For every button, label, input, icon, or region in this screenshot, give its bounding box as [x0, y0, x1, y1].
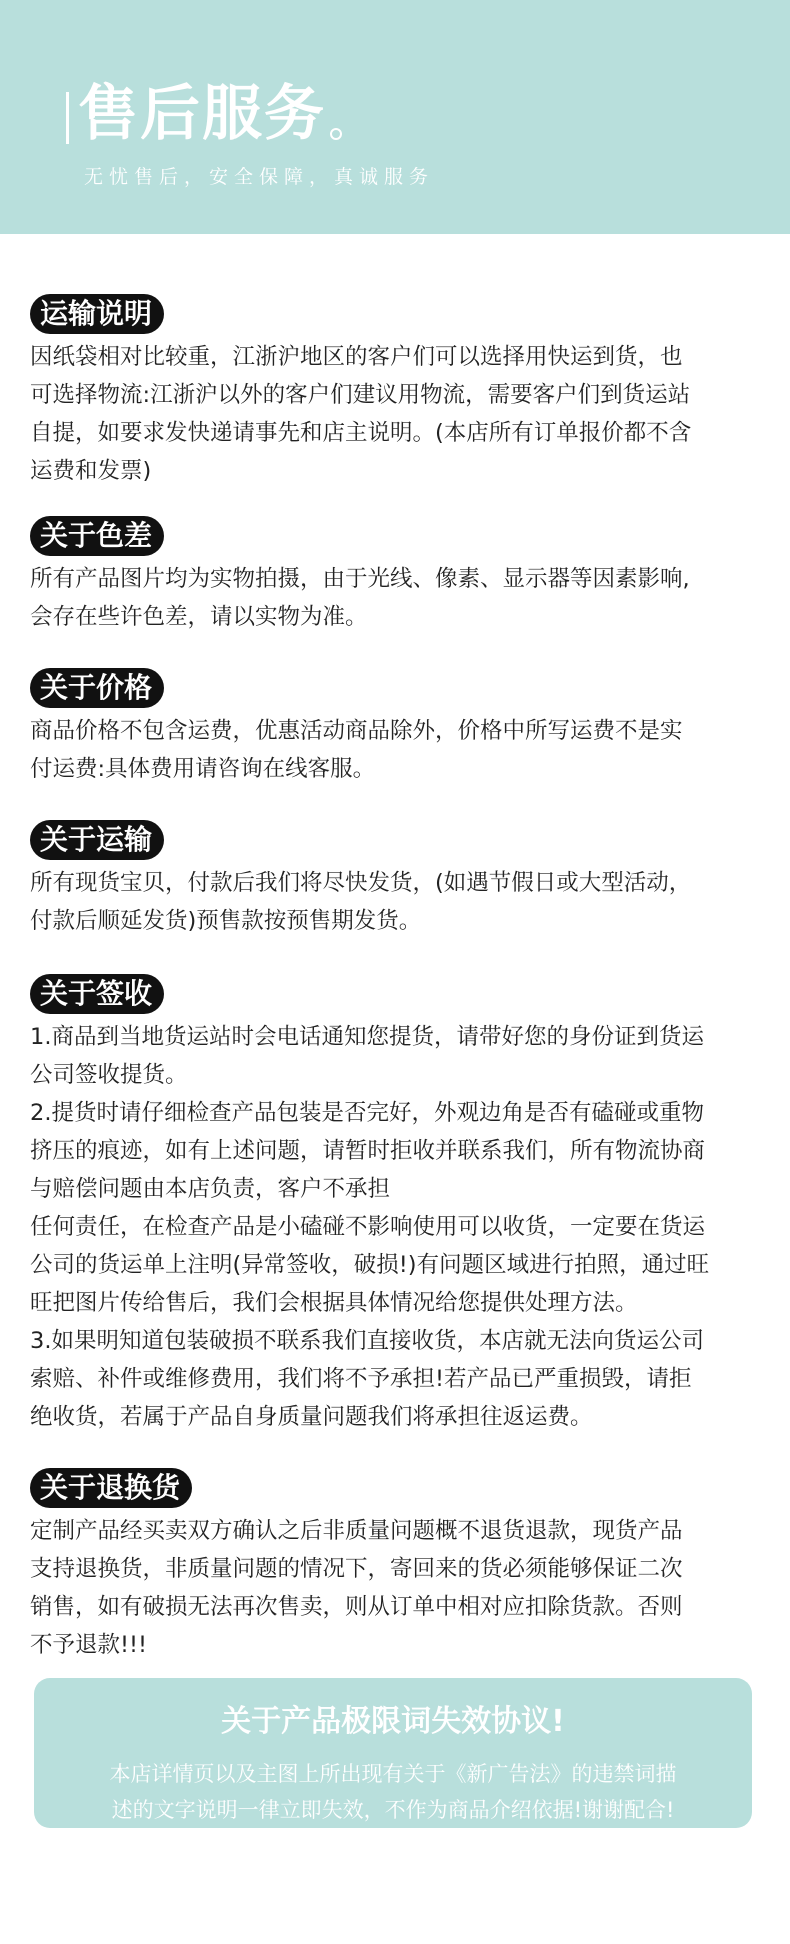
section-body [30, 864, 770, 940]
text-line: 销售，如有破损无法再次售卖，则从订单中相对应扣除货款。否则 [30, 1594, 683, 1620]
section-return-exchange [30, 1468, 770, 1664]
text-line: 公司签收提货。 [30, 1062, 188, 1088]
text-line: 绝收货，若属于产品自身质量问题我们将承担往返运费。 [30, 1404, 593, 1430]
section-heading: 关于签收 [30, 974, 164, 1014]
section-heading: 关于色差 [30, 516, 164, 556]
section-body [30, 1018, 770, 1436]
notice-title: 关于产品极限词失效协议! [221, 1704, 565, 1739]
text-line: 会存在些许色差，请以实物为准。 [30, 604, 368, 630]
text-line: 2.提货时请仔细检查产品包装是否完好，外观边角是否有磕碰或重物 [30, 1100, 704, 1126]
notice-line: 本店详情页以及主图上所出现有关于《新广告法》的违禁词描 [109, 1762, 677, 1786]
text-line: 旺把图片传给售后，我们会根据具体情况给您提供处理方法。 [30, 1290, 638, 1316]
title-accent-bar [66, 92, 69, 144]
text-line: 索赔、补件或维修费用，我们将不予承担!若产品已严重损毁，请拒 [30, 1366, 692, 1392]
text-line: 商品价格不包含运费，优惠活动商品除外，价格中所写运费不是实 [30, 718, 683, 744]
section-heading: 关于价格 [30, 668, 164, 708]
section-body [30, 560, 770, 636]
section-body [30, 712, 770, 788]
text-line: 与赔偿问题由本店负责，客户不承担 [30, 1176, 391, 1202]
page-subtitle: 无忧售后，安全保障，真诚服务 [84, 166, 435, 188]
section-price [30, 668, 770, 788]
text-line: 任何责任，在检查产品是小磕碰不影响使用可以收货，一定要在货运 [30, 1214, 706, 1240]
notice-box [34, 1678, 752, 1828]
title-dot-icon [330, 128, 342, 140]
text-line: 运费和发票) [30, 458, 152, 484]
text-line: 所有产品图片均为实物拍摄，由于光线、像素、显示器等因素影响, [30, 566, 690, 592]
text-line: 所有现货宝贝，付款后我们将尽快发货，(如遇节假日或大型活动， [30, 870, 692, 896]
section-heading: 运输说明 [30, 294, 164, 334]
header-banner [0, 0, 790, 234]
text-line: 支持退换货，非质量问题的情况下，寄回来的货必须能够保证二次 [30, 1556, 683, 1582]
text-line: 付运费:具体费用请咨询在线客服。 [30, 756, 376, 782]
section-color-difference [30, 516, 770, 636]
text-line: 1.商品到当地货运站时会电话通知您提货，请带好您的身份证到货运 [30, 1024, 704, 1050]
notice-body [54, 1756, 732, 1828]
notice-line: 述的文字说明一律立即失效，不作为商品介绍依据!谢谢配合! [111, 1798, 675, 1822]
text-line: 因纸袋相对比较重，江浙沪地区的客户们可以选择用快运到货，也 [30, 344, 683, 370]
section-body [30, 1512, 770, 1664]
section-heading: 关于退换货 [30, 1468, 192, 1508]
text-line: 3.如果明知道包装破损不联系我们直接收货，本店就无法向货运公司 [30, 1328, 704, 1354]
text-line: 不予退款!!! [30, 1632, 148, 1658]
section-shipping-info [30, 294, 770, 490]
text-line: 自提，如要求发快递请事先和店主说明。(本店所有订单报价都不含 [30, 420, 692, 446]
section-receipt [30, 974, 770, 1436]
page-title: 售后服务 [78, 78, 342, 150]
text-line: 定制产品经买卖双方确认之后非质量问题概不退货退款，现货产品 [30, 1518, 683, 1544]
section-body [30, 338, 770, 490]
section-transport [30, 820, 770, 940]
text-line: 挤压的痕迹，如有上述问题，请暂时拒收并联系我们，所有物流协商 [30, 1138, 706, 1164]
text-line: 公司的货运单上注明(异常签收，破损!)有问题区域进行拍照，通过旺 [30, 1252, 710, 1278]
text-line: 付款后顺延发货)预售款按预售期发货。 [30, 908, 422, 934]
section-heading: 关于运输 [30, 820, 164, 860]
text-line: 可选择物流:江浙沪以外的客户们建议用物流，需要客户们到货运站 [30, 382, 691, 408]
